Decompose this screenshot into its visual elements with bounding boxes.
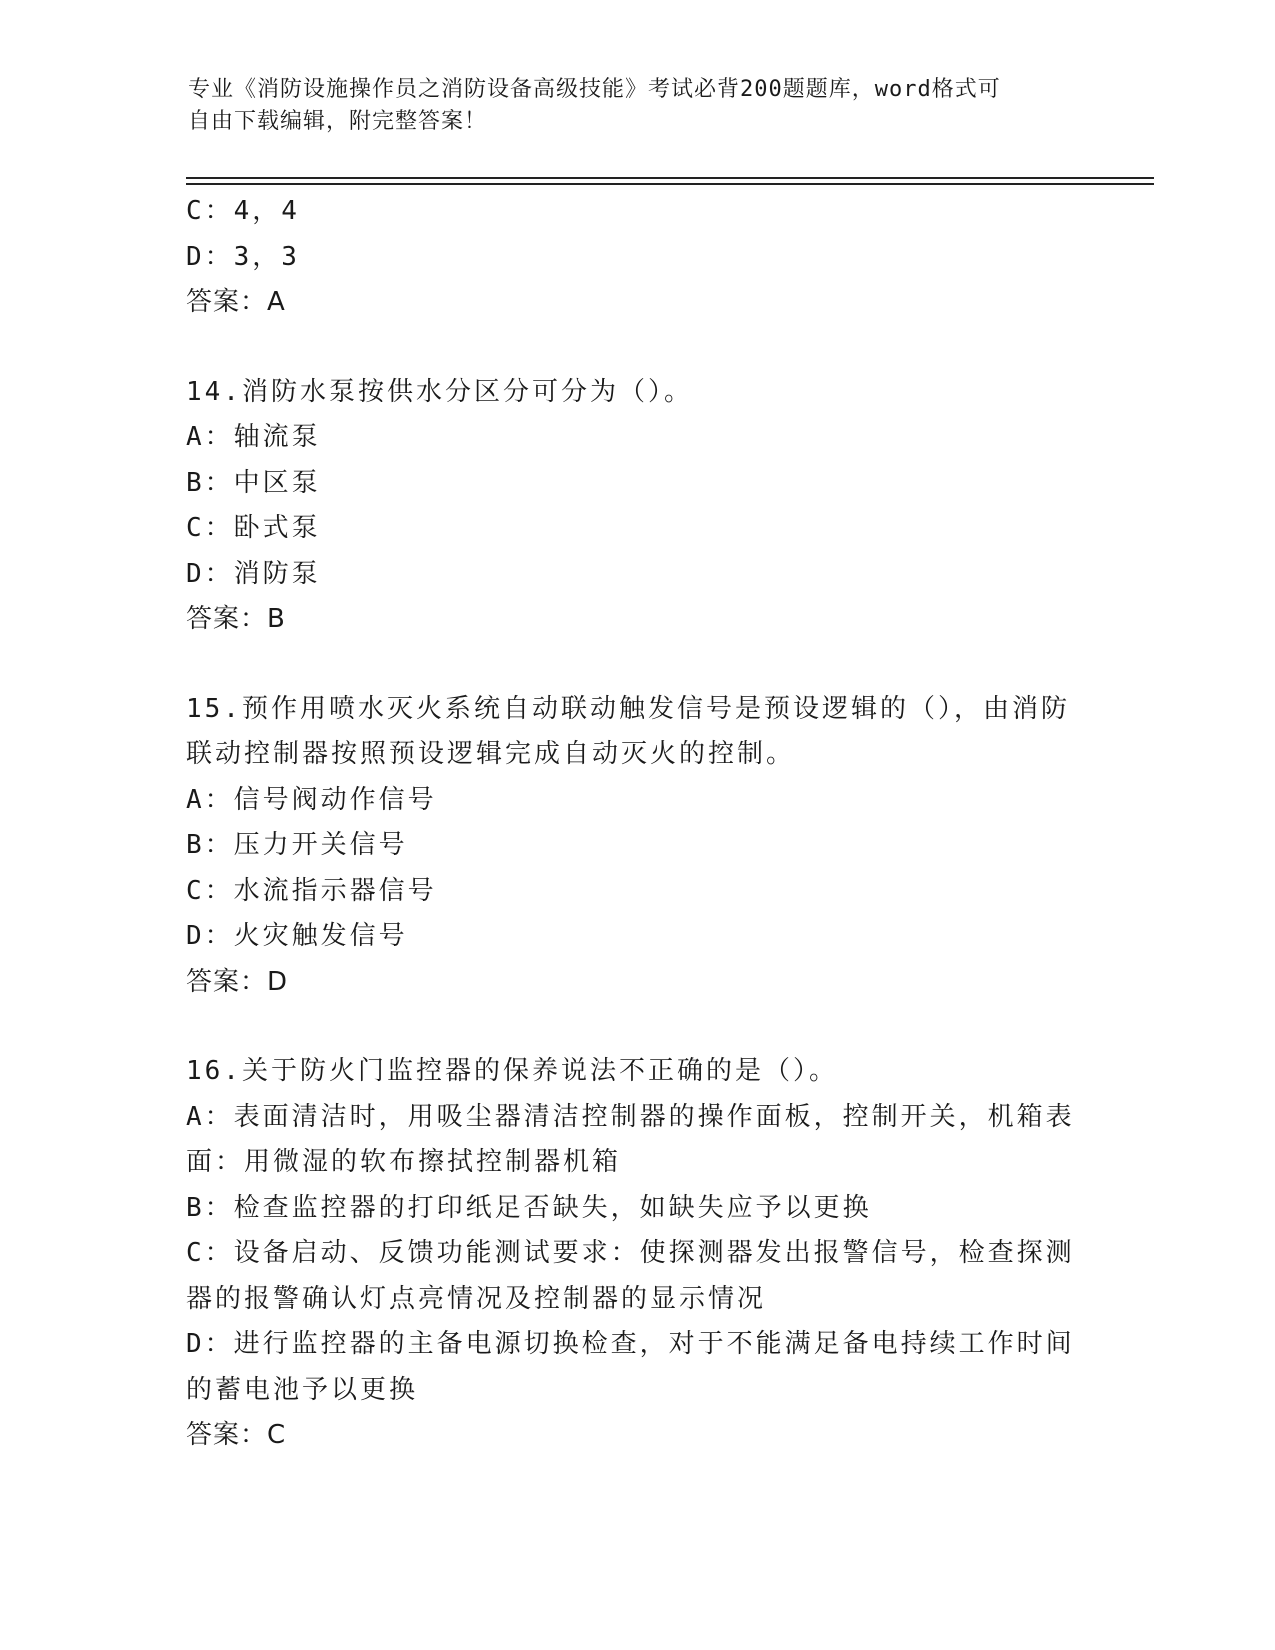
page-header xyxy=(188,74,1088,138)
question-content xyxy=(186,189,1086,1459)
option-b: B：中区泵 xyxy=(186,467,321,498)
option-a-line-2: 面：用微湿的软布擦拭控制器机箱 xyxy=(186,1147,622,1177)
question-stem: 14.消防水泵按供水分区分可分为（）。 xyxy=(186,376,693,407)
option-b: B：检查监控器的打印纸足否缺失，如缺失应予以更换 xyxy=(186,1192,872,1223)
option-d-line-2: 的蓄电池予以更换 xyxy=(186,1374,419,1405)
question-spacer xyxy=(186,1005,1086,1049)
question-14 xyxy=(186,370,1086,643)
option-d: D：消防泵 xyxy=(186,558,321,589)
question-spacer xyxy=(186,643,1086,687)
question-16 xyxy=(186,1049,1086,1459)
option-a-line-1: A：表面清洁时，用吸尘器清洁控制器的操作面板，控制开关，机箱表 xyxy=(186,1101,1075,1132)
option-d-line-1: D：进行监控器的主备电源切换检查，对于不能满足备电持续工作时间 xyxy=(186,1329,1075,1359)
header-title-line-1: 专业《消防设施操作员之消防设备高级技能》考试必背200题题库，word格式可 xyxy=(188,77,1001,102)
option-c-line-1: C：设备启动、反馈功能测试要求：使探测器发出报警信号，检查探测 xyxy=(186,1238,1075,1268)
answer-line: 答案：B xyxy=(186,604,286,634)
header-title-line-2: 自由下载编辑，附完整答案！ xyxy=(188,109,488,134)
option-a: A：信号阀动作信号 xyxy=(186,784,437,815)
answer-line: 答案：C xyxy=(186,1420,287,1450)
answer-line: 答案：A xyxy=(186,287,286,317)
answer-line: 答案：D xyxy=(186,966,289,997)
question-13 xyxy=(186,189,1086,326)
question-stem-line-1: 15.预作用喷水灭火系统自动联动触发信号是预设逻辑的（），由消防 xyxy=(186,693,1070,724)
option-c: C：卧式泵 xyxy=(186,513,321,543)
option-a: A：轴流泵 xyxy=(186,422,321,452)
header-divider-bottom xyxy=(186,183,1154,185)
option-c: C：水流指示器信号 xyxy=(186,875,437,906)
option-c-line-2: 器的报警确认灯点亮情况及控制器的显示情况 xyxy=(186,1283,767,1314)
question-stem: 16.关于防火门监控器的保养说法不正确的是（）。 xyxy=(186,1056,838,1086)
option-b: B：压力开关信号 xyxy=(186,830,408,860)
header-divider-top xyxy=(186,177,1154,179)
option-d: D：3，3 xyxy=(186,241,300,272)
option-c: C：4，4 xyxy=(186,196,300,226)
question-spacer xyxy=(186,326,1086,370)
option-d: D：火灾触发信号 xyxy=(186,921,408,951)
question-15 xyxy=(186,687,1086,1006)
question-stem-line-2: 联动控制器按照预设逻辑完成自动灭火的控制。 xyxy=(186,739,796,769)
